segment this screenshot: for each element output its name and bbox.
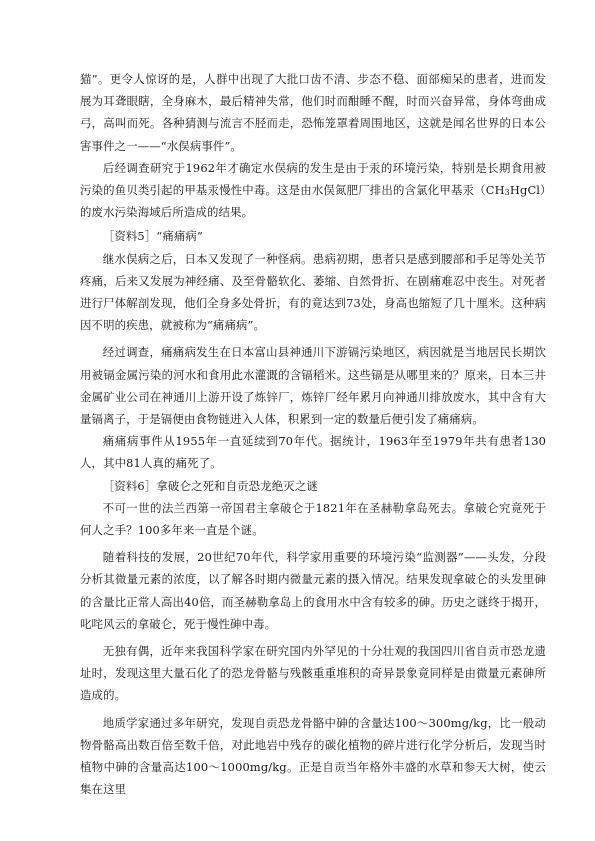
formula-text-after: HgCl）的废水污染海域后所造成的结果。 [80,183,546,220]
paragraph-minamata-symptoms: 猫”。更令人惊讶的是，人群中出现了大批口齿不清、步态不稳、面部痴呆的患者，进而发展为耳聋眼瞎，全身麻木，最后精神失常，他们时而酣睡不醒，时而兴奋异常，身体弯曲成弓，高叫而死。各种猜测与流言不胫而走，恐怖笼罩着周围地区，这就是闻名世界的日本公害事件之一——“水俣病事件”。 [80,72,546,153]
formula-subscript: 3 [504,188,510,198]
paragraph-itai-statistics: 痛痛病事件从1955年一直延续到70年代。据统计，1963年至1979年共有患者130人，其中81人真的痛死了。 [80,434,546,471]
paragraph-itai-symptoms: 继水俣病之后，日本又发现了一种怪病。患病初期，患者只是感到腰部和手足等处关节疼痛，后来又发展为神经痛、及至骨骼软化、萎缩、自然骨折、在剧痛难忍中丧生。对死者进行尸体解剖发现，他们全身多处骨折，有的竟达到73处，身高也缩短了几十厘米。这种病因不明的疾患，就被称为“痛痛病”。 [80,251,546,333]
section-heading-napoleon-dinosaur: ［资料6］拿破仑之死和自贡恐龙绝灭之谜 [102,478,318,493]
formula-text-before: 后经调查研究于1962年才确定水俣病的发生是由于汞的环境污染，特别是长期食用被污染的鱼贝类引起的甲基汞慢性中毒。这是由水俣氮肥厂排出的含氯化甲基汞（CH [80,160,546,198]
paragraph-hair-analysis: 随着科技的发展，20世纪70年代，科学家用重要的环境污染“监测器”——头发，分段分析其微量元素的浓度，以了解各时期内微量元素的摄入情况。结果发现拿破仑的头发里砷的含量比正常人高出40倍，而圣赫勒拿岛上的食用水中含有较多的砷。历史之谜终于揭开，叱咤风云的拿破仑，死于慢性砷中毒。 [80,550,546,631]
section-heading-itai-itai: ［资料5］“痛痛病” [102,229,203,244]
paragraph-arsenic-content: 地质学家通过多年研究，发现自贡恐龙骨骼中砷的含量达100～300mg/kg，比一般动物骨骼高出数百倍至数千倍，对此地岩中残存的碳化植物的碎片进行化学分析后，发现当时植物中砷的含量高达100～1000mg/kg。正是自贡当年格外丰盛的水草和参天大树，使云集在这里 [80,715,546,797]
paragraph-minamata-cause [80,157,546,224]
document-body [80,68,546,801]
paragraph-itai-cause: 经过调查，痛痛病发生在日本富山县神通川下游镉污染地区，病因就是当地居民长期饮用被镉金属污染的河水和食用此水灌溉的含镉稻米。这些镉是从哪里来的？原来，日本三井金属矿业公司在神通川上游开设了炼锌厂，炼锌厂经年累月向神通川排放废水，其中含有大量镉离子，于是镉便由食物链进入人体，积累到一定的数量后便引发了痛痛病。 [80,345,546,427]
paragraph-napoleon-death: 不可一世的法兰西第一帝国君主拿破仑于1821年在圣赫勒拿岛死去。拿破仑究竟死于何人之手？100多年来一直是个谜。 [80,500,546,538]
paragraph-zigong-site: 无独有偶，近年来我国科学家在研究国内外罕见的十分壮观的我国四川省自贡市恐龙遗址时，发现这里大量石化了的恐龙骨骼与残骸重重堆积的奇异景象竟同样是由微量元素砷所造成的。 [80,644,546,703]
